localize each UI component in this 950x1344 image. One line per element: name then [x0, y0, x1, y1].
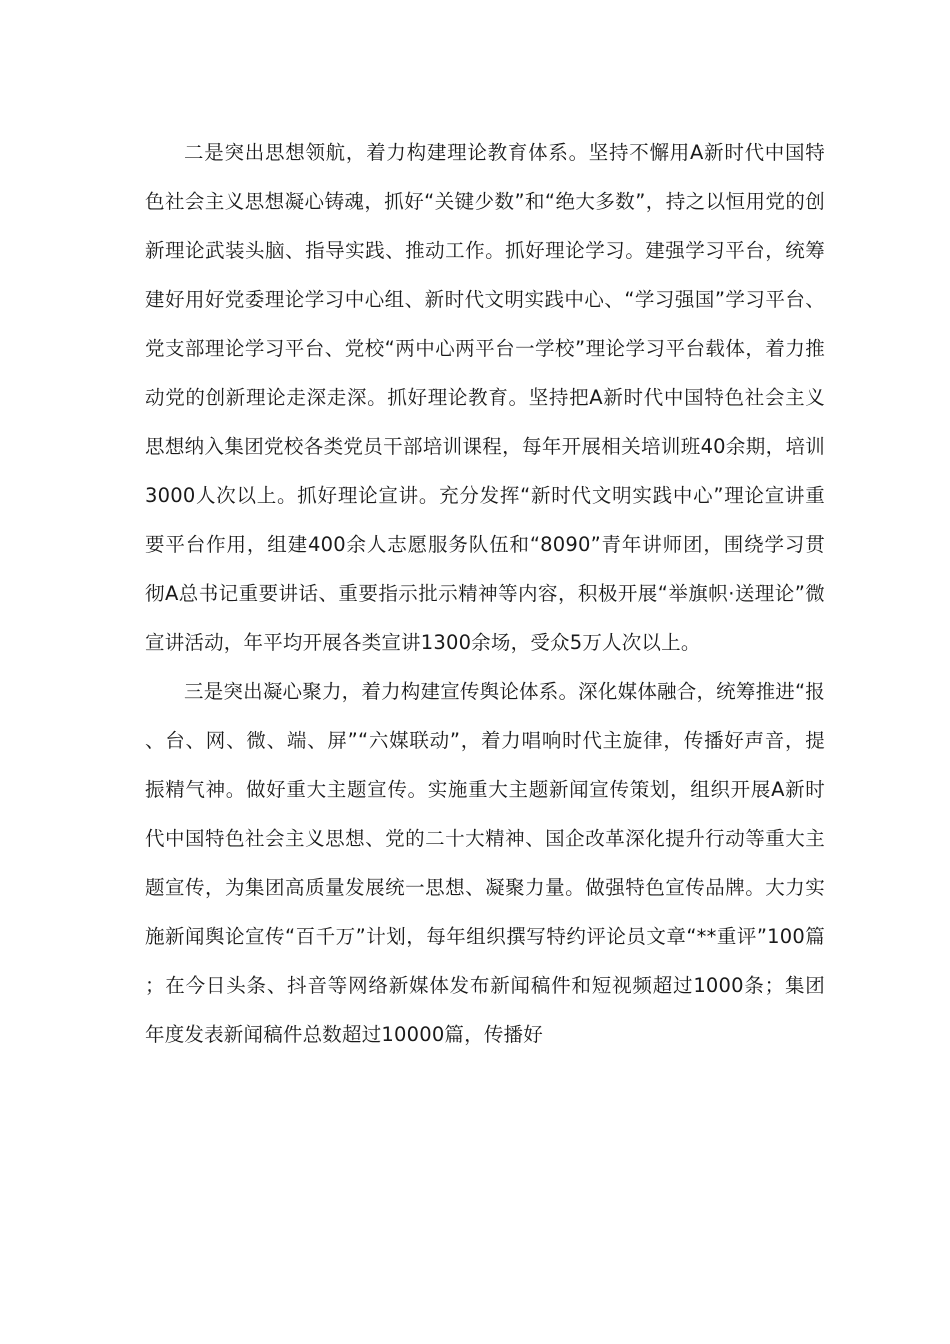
document-body	[145, 128, 825, 1059]
paragraph-publicity-opinion: 三是突出凝心聚力，着力构建宣传舆论体系。深化媒体融合，统筹推进“报、台、网、微、端、屏”“六媒联动”，着力唱响时代主旋律，传播好声音，提振精气神。做好重大主题宣传。实施重大主题新闻宣传策划，组织开展A新时代中国特色社会主义思想、党的二十大精神、国企改革深化提升行动等重大主题宣传，为集团高质量发展统一思想、凝聚力量。做强特色宣传品牌。大力实施新闻舆论宣传“百千万”计划，每年组织撰写特约评论员文章“**重评”100篇；在今日头条、抖音等网络新媒体发布新闻稿件和短视频超过1000条；集团年度发表新闻稿件总数超过10000篇，传播好	[145, 680, 825, 1046]
paragraph-ideological-guidance: 二是突出思想领航，着力构建理论教育体系。坚持不懈用A新时代中国特色社会主义思想凝心铸魂，抓好“关键少数”和“绝大多数”，持之以恒用党的创新理论武装头脑、指导实践、推动工作。抓好理论学习。建强学习平台，统筹建好用好党委理论学习中心组、新时代文明实践中心、“学习强国”学习平台、党支部理论学习平台、党校“两中心两平台一学校”理论学习平台载体，着力推动党的创新理论走深走深。抓好理论教育。坚持把A新时代中国特色社会主义思想纳入集团党校各类党员干部培训课程，每年开展相关培训班40余期，培训3000人次以上。抓好理论宣讲。充分发挥“新时代文明实践中心”理论宣讲重要平台作用，组建400余人志愿服务队伍和“8090”青年讲师团，围绕学习贯彻A总书记重要讲话、重要指示批示精神等内容，积极开展“举旗帜·送理论”微宣讲活动，年平均开展各类宣讲1300余场，受众5万人次以上。	[145, 141, 825, 654]
